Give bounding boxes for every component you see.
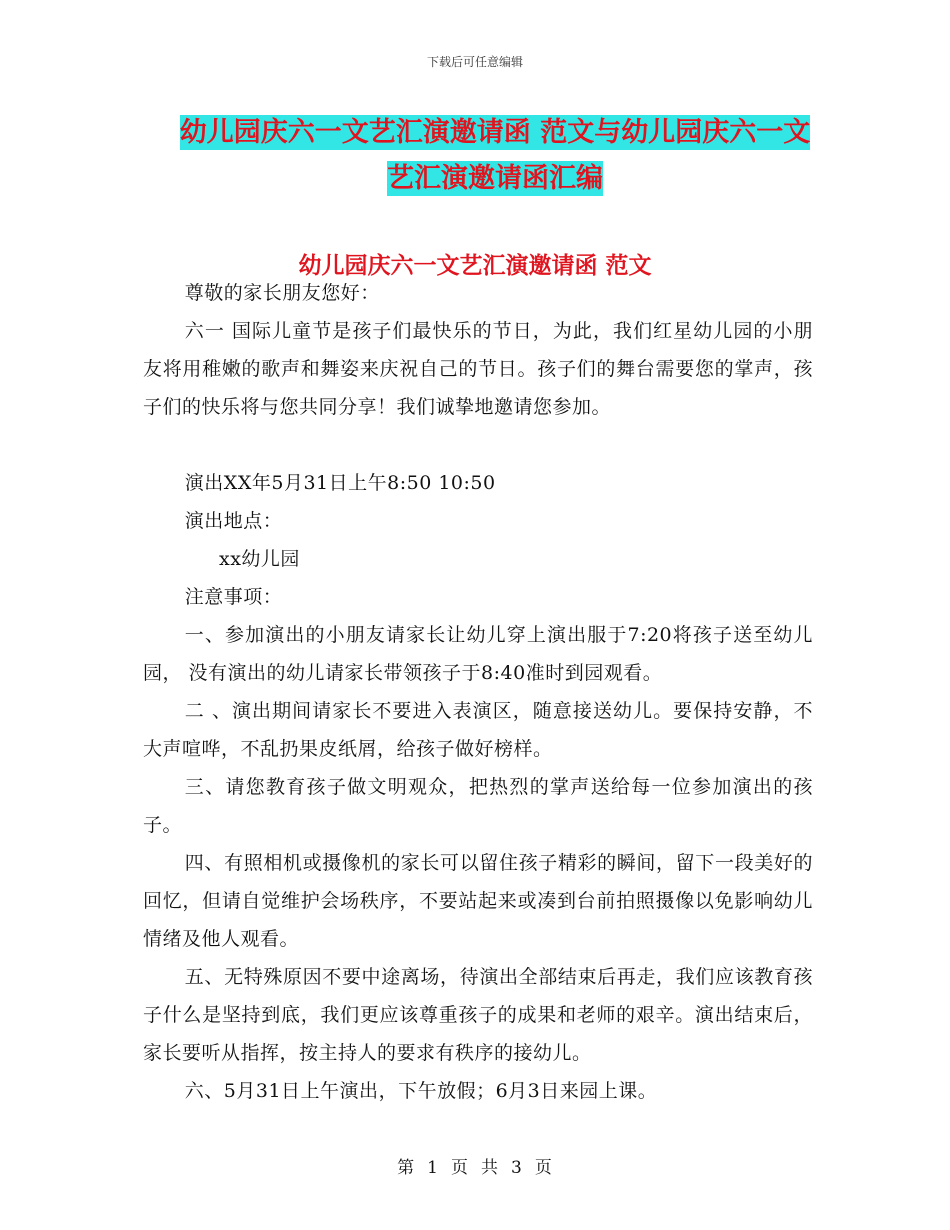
note-item-6: 六、5月31日上午演出，下午放假；6月3日来园上课。 (184, 1080, 658, 1102)
document-title-line-1: 幼儿园庆六一文艺汇演邀请函 范文与幼儿园庆六一文 (179, 117, 811, 148)
notes-label: 注意事项： (184, 586, 283, 608)
letter-body (143, 274, 813, 1110)
document-title (150, 110, 840, 202)
intro-paragraph: 六一 国际儿童节是孩子们最快乐的节日，为此，我们红星幼儿园的小朋友将用稚嫩的歌声和舞姿来庆祝自己的节日。孩子们的舞台需要您的掌声，孩子们的快乐将与您共同分享！我们诚挚地邀请您参加。 (143, 320, 813, 418)
note-item-4: 四、有照相机或摄像机的家长可以留住孩子精彩的瞬间，留下一段美好的回忆，但请自觉维护会场秩序，不要站起来或凑到台前拍照摄像以免影响幼儿情绪及他人观看。 (143, 852, 813, 950)
page-footer (0, 1153, 950, 1178)
section-title: 幼儿园庆六一文艺汇演邀请函 范文 (298, 253, 652, 279)
footer-word-ye-2: 页 (534, 1158, 553, 1178)
note-item-3: 三、请您教育孩子做文明观众，把热烈的掌声送给每一位参加演出的孩子。 (143, 776, 813, 836)
footer-word-ye: 页 (451, 1158, 469, 1178)
document-title-line-2: 艺汇演邀请函汇编 (387, 163, 603, 194)
note-item-1: 一、参加演出的小朋友请家长让幼儿穿上演出服于7:20将孩子送至幼儿园， 没有演出的幼儿请家长带领孩子于8:40准时到园观看。 (143, 624, 813, 684)
location-label: 演出地点： (184, 510, 283, 532)
footer-total-pages: 3 (511, 1158, 523, 1178)
footer-word-di: 第 (397, 1158, 416, 1178)
note-item-2: 二 、演出期间请家长不要进入表演区，随意接送幼儿。要保持安静，不大声喧哗，不乱扔果皮纸屑，给孩子做好榜样。 (143, 700, 813, 760)
page-header-note: 下载后可任意编辑 (426, 55, 523, 69)
footer-page-number: 1 (427, 1158, 439, 1178)
note-item-5: 五、无特殊原因不要中途离场，待演出全部结束后再走，我们应该教育孩子什么是坚持到底，我们更应该尊重孩子的成果和老师的艰辛。演出结束后，家长要听从指挥，按主持人的要求有秩序的接幼儿。 (143, 966, 813, 1064)
location-value: xx幼儿园 (219, 548, 300, 570)
greeting: 尊敬的家长朋友您好： (184, 282, 380, 304)
footer-word-gong: 共 (481, 1158, 499, 1178)
performance-time: 演出XX年5月31日上午8:50 10:50 (184, 472, 496, 494)
